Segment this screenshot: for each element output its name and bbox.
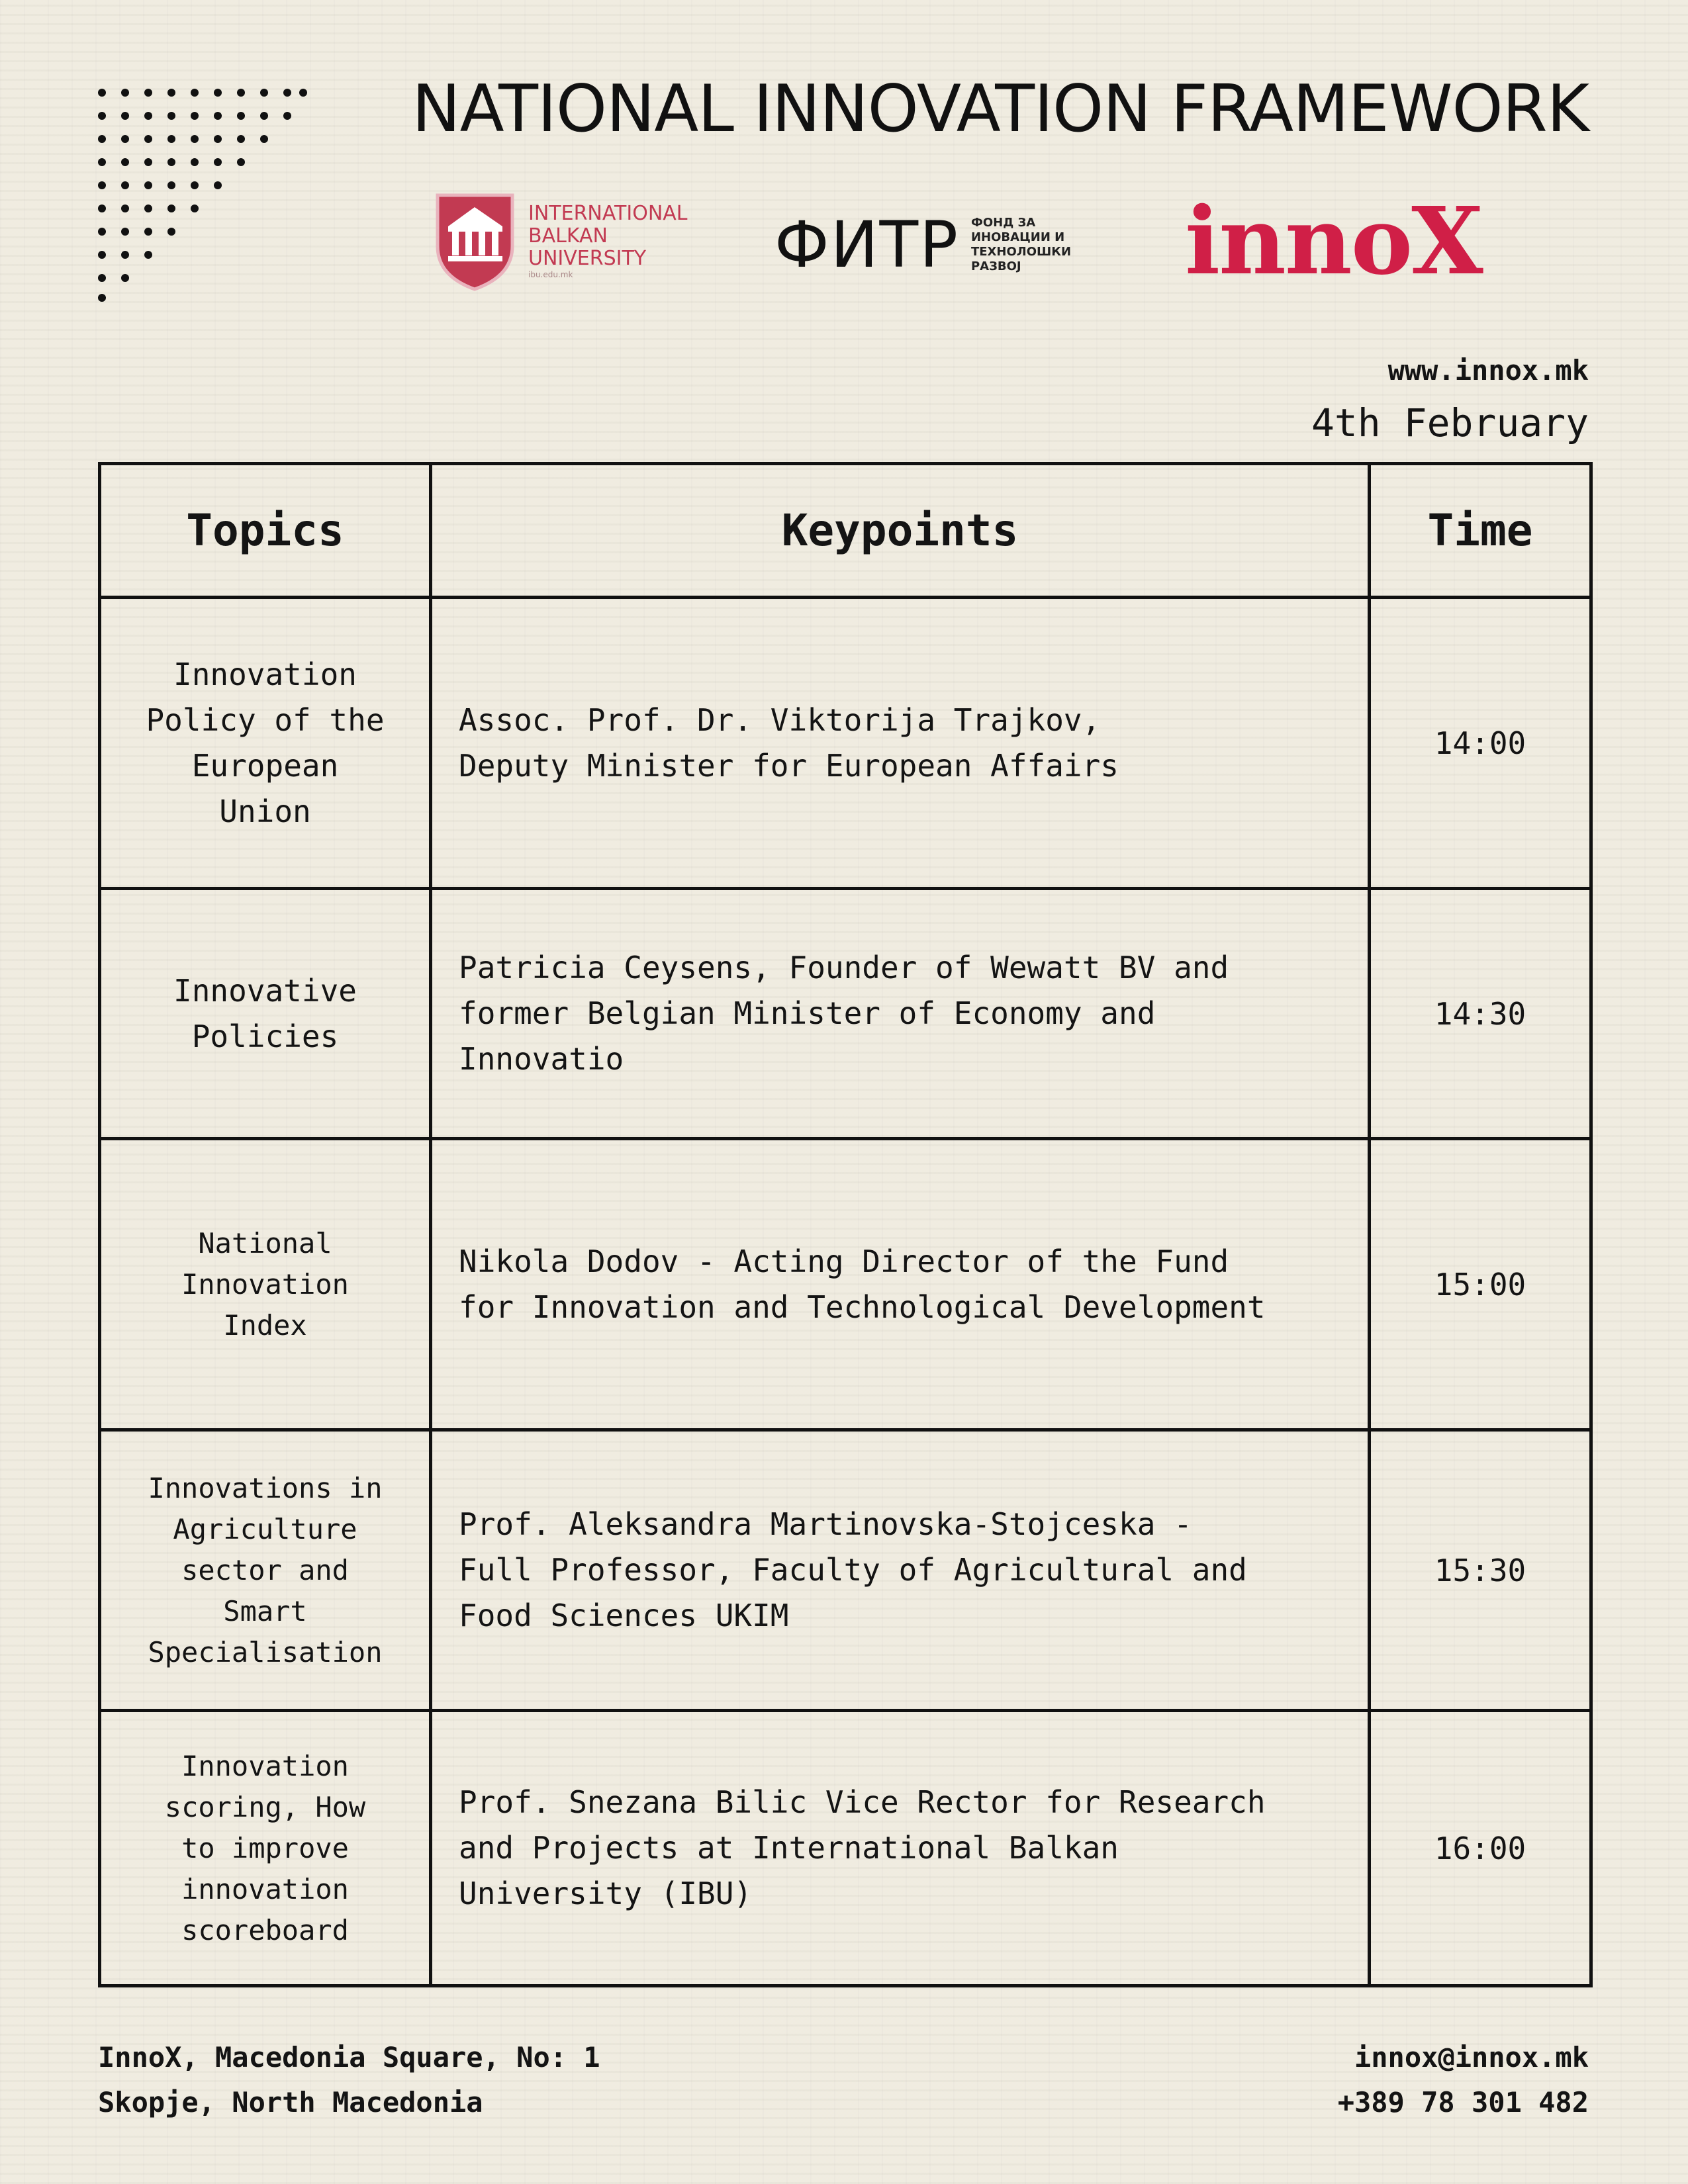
topic-cell bbox=[100, 1711, 431, 1986]
keypoint-line: former Belgian Minister of Economy and bbox=[459, 995, 1156, 1031]
contact-email[interactable]: innox@innox.mk bbox=[1354, 2041, 1589, 2073]
topic-line: Agriculture bbox=[173, 1512, 357, 1545]
footer-contact bbox=[1338, 2035, 1589, 2125]
ibu-shield-icon bbox=[434, 190, 516, 293]
keypoint-line: Full Professor, Faculty of Agricultural and bbox=[459, 1552, 1247, 1588]
keypoint-line: for Innovation and Technological Development bbox=[459, 1289, 1266, 1325]
header-keypoints: Keypoints bbox=[431, 464, 1370, 598]
topic-cell bbox=[100, 598, 431, 889]
fitr-logo-line4: РАЗВОЈ bbox=[970, 259, 1021, 273]
fitr-logo-line2: ИНОВАЦИИ И bbox=[970, 230, 1065, 244]
topic-line: Innovation bbox=[181, 1749, 349, 1782]
ibu-logo-line1: INTERNATIONAL bbox=[528, 202, 688, 225]
ibu-logo-sub: ibu.edu.mk bbox=[528, 270, 573, 279]
topic-cell bbox=[100, 889, 431, 1139]
time-cell: 14:00 bbox=[1370, 598, 1591, 889]
fitr-logo-line3: ТЕХНОЛОШКИ bbox=[970, 245, 1072, 259]
topic-line: National bbox=[198, 1226, 332, 1259]
ibu-logo-line3: UNIVERSITY bbox=[528, 247, 647, 270]
keypoint-line: Prof. Aleksandra Martinovska-Stojceska - bbox=[459, 1506, 1192, 1542]
topic-line: Innovative bbox=[173, 972, 357, 1009]
footer-address bbox=[98, 2035, 600, 2125]
address-line-2: Skopje, North Macedonia bbox=[98, 2086, 483, 2118]
keypoint-cell bbox=[431, 598, 1370, 889]
keypoint-cell bbox=[431, 889, 1370, 1139]
topic-line: Innovations in bbox=[148, 1471, 383, 1504]
keypoint-cell bbox=[431, 1139, 1370, 1430]
topic-line: scoring, How bbox=[164, 1790, 366, 1823]
time-cell: 16:00 bbox=[1370, 1711, 1591, 1986]
keypoint-line: Patricia Ceysens, Founder of Wewatt BV and bbox=[459, 950, 1229, 985]
table-row bbox=[100, 1430, 1591, 1711]
topic-line: Index bbox=[223, 1308, 307, 1342]
table-row bbox=[100, 889, 1591, 1139]
table-header-row bbox=[100, 464, 1591, 598]
fitr-logo bbox=[774, 199, 1092, 291]
ibu-logo bbox=[434, 188, 692, 294]
keypoint-line: University (IBU) bbox=[459, 1876, 753, 1911]
keypoint-cell bbox=[431, 1430, 1370, 1711]
time-cell: 15:00 bbox=[1370, 1139, 1591, 1430]
topic-line: European bbox=[191, 747, 339, 784]
topic-line: to improve bbox=[181, 1831, 349, 1864]
fitr-logo-line1: ФОНД ЗА bbox=[970, 216, 1036, 230]
keypoint-line: Nikola Dodov - Acting Director of the Fund bbox=[459, 1243, 1229, 1279]
fitr-logo-mark: ФИТР bbox=[774, 208, 959, 282]
ibu-logo-line2: BALKAN bbox=[528, 224, 608, 248]
innox-logo bbox=[1185, 187, 1482, 296]
header-topics: Topics bbox=[100, 464, 431, 598]
table-row bbox=[100, 1711, 1591, 1986]
schedule-table bbox=[98, 462, 1593, 1987]
topic-line: Union bbox=[219, 793, 311, 829]
time-cell: 14:30 bbox=[1370, 889, 1591, 1139]
dot-pattern-decoration bbox=[93, 83, 318, 308]
keypoint-line: Food Sciences UKIM bbox=[459, 1598, 789, 1633]
table-row bbox=[100, 598, 1591, 889]
topic-line: Policies bbox=[191, 1018, 339, 1054]
keypoint-line: Innovatio bbox=[459, 1041, 624, 1077]
topic-cell bbox=[100, 1430, 431, 1711]
topic-line: scoreboard bbox=[181, 1913, 349, 1946]
contact-phone[interactable]: +389 78 301 482 bbox=[1337, 2086, 1589, 2118]
keypoint-line: Prof. Snezana Bilic Vice Rector for Research bbox=[459, 1784, 1266, 1820]
topic-line: sector and bbox=[181, 1553, 349, 1586]
topic-line: Innovation bbox=[181, 1267, 349, 1300]
keypoint-line: and Projects at International Balkan bbox=[459, 1830, 1119, 1866]
header-time: Time bbox=[1370, 464, 1591, 598]
time-cell: 15:30 bbox=[1370, 1430, 1591, 1711]
page-title: NATIONAL INNOVATION FRAMEWORK bbox=[412, 71, 1589, 147]
topic-line: Policy of the bbox=[146, 702, 385, 738]
keypoint-line: Deputy Minister for European Affairs bbox=[459, 747, 1119, 784]
address-line-1: InnoX, Macedonia Square, No: 1 bbox=[98, 2041, 600, 2073]
topic-line: Smart bbox=[223, 1594, 307, 1627]
topic-cell bbox=[100, 1139, 431, 1430]
keypoint-line: Assoc. Prof. Dr. Viktorija Trajkov, bbox=[459, 702, 1101, 738]
innox-logo-word: innoX bbox=[1185, 187, 1482, 296]
event-date: 4th February bbox=[1311, 400, 1589, 445]
topic-line: innovation bbox=[181, 1872, 349, 1905]
topic-line: Specialisation bbox=[148, 1635, 383, 1668]
topic-line: Innovation bbox=[173, 656, 357, 692]
table-row bbox=[100, 1139, 1591, 1430]
website-url: www.innox.mk bbox=[1387, 354, 1589, 387]
keypoint-cell bbox=[431, 1711, 1370, 1986]
